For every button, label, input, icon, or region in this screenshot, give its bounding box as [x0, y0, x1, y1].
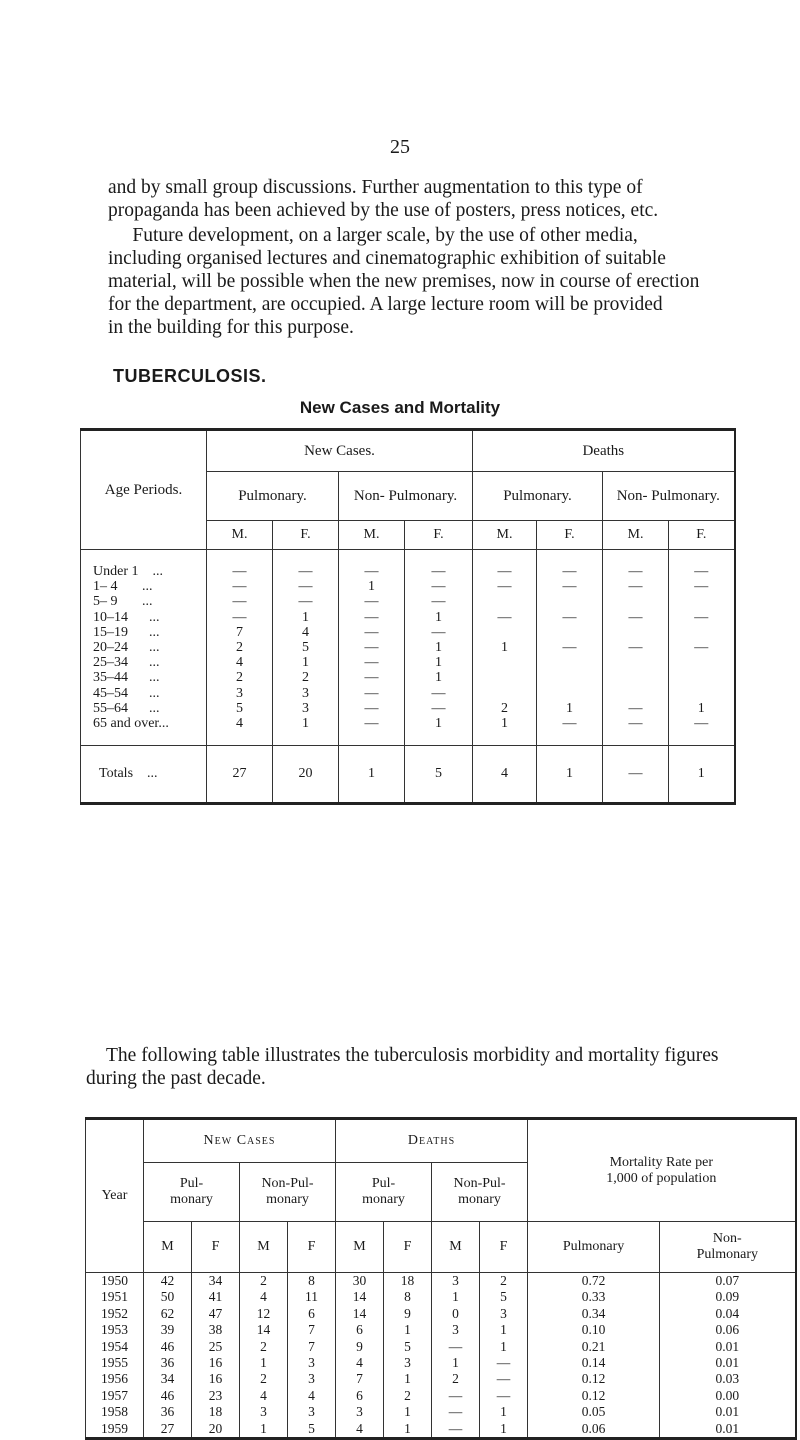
- value-cell: 1: [384, 1404, 432, 1420]
- value-cell: —: [339, 640, 405, 655]
- totals-row: [81, 746, 735, 804]
- value-cell: 7: [336, 1371, 384, 1387]
- value-cell: 34: [144, 1371, 192, 1387]
- value-cell: 0.05: [528, 1404, 660, 1420]
- value-cell: 36: [144, 1355, 192, 1371]
- value-cell: 1: [432, 1355, 480, 1371]
- year-cell: 1951: [86, 1289, 144, 1305]
- table-row: [86, 1289, 796, 1305]
- value-cell: —: [405, 625, 473, 640]
- value-cell: —: [537, 640, 603, 655]
- value-cell: 1: [432, 1289, 480, 1305]
- value-cell: [603, 670, 669, 685]
- value-cell: 16: [192, 1371, 240, 1387]
- male-header: M.: [339, 521, 405, 550]
- value-cell: —: [537, 564, 603, 579]
- value-cell: [473, 670, 537, 685]
- non-pulmonary-header: Non- Pulmonary.: [603, 472, 735, 521]
- value-cell: [669, 686, 735, 701]
- total-cell: 5: [405, 746, 473, 804]
- value-cell: 7: [288, 1339, 336, 1355]
- age-period-cell: 65 and over...: [81, 716, 207, 731]
- value-cell: 2: [273, 670, 339, 685]
- value-cell: 5: [273, 640, 339, 655]
- value-cell: [473, 594, 537, 609]
- value-cell: 42: [144, 1273, 192, 1290]
- non-pulmonary-header: Non-Pul- monary: [432, 1163, 528, 1222]
- value-cell: —: [339, 610, 405, 625]
- total-cell: 4: [473, 746, 537, 804]
- value-cell: 1: [473, 640, 537, 655]
- value-cell: 1: [240, 1355, 288, 1371]
- value-cell: —: [473, 579, 537, 594]
- value-cell: 1: [537, 701, 603, 716]
- value-cell: 23: [192, 1388, 240, 1404]
- table-row: [81, 564, 735, 579]
- value-cell: 2: [240, 1273, 288, 1290]
- table-row: [86, 1421, 796, 1439]
- female-header: F.: [405, 521, 473, 550]
- value-cell: 0.01: [660, 1404, 796, 1420]
- value-cell: 12: [240, 1306, 288, 1322]
- age-period-cell: 55–64 ...: [81, 701, 207, 716]
- table-row: [81, 655, 735, 670]
- value-cell: [473, 686, 537, 701]
- value-cell: —: [537, 716, 603, 731]
- section-subheading: New Cases and Mortality: [299, 398, 501, 417]
- value-cell: 2: [384, 1388, 432, 1404]
- year-cell: 1950: [86, 1273, 144, 1290]
- value-cell: 0.12: [528, 1371, 660, 1387]
- table-row: [86, 1388, 796, 1404]
- value-cell: —: [273, 594, 339, 609]
- total-cell: 27: [207, 746, 273, 804]
- value-cell: 16: [192, 1355, 240, 1371]
- total-cell: —: [603, 746, 669, 804]
- rate-non-pulmonary-header: Non- Pulmonary: [660, 1222, 796, 1273]
- value-cell: —: [405, 686, 473, 701]
- total-cell: 1: [339, 746, 405, 804]
- value-cell: [537, 670, 603, 685]
- value-cell: 3: [288, 1404, 336, 1420]
- value-cell: 3: [432, 1273, 480, 1290]
- value-cell: —: [603, 579, 669, 594]
- value-cell: 2: [473, 701, 537, 716]
- value-cell: 0.01: [660, 1339, 796, 1355]
- value-cell: 2: [240, 1339, 288, 1355]
- value-cell: [669, 594, 735, 609]
- new-cases-header: New Cases.: [207, 430, 473, 472]
- value-cell: 6: [288, 1306, 336, 1322]
- value-cell: —: [669, 716, 735, 731]
- value-cell: —: [405, 701, 473, 716]
- table-row: [81, 701, 735, 716]
- paragraph-line: for the department, are occupied. A large lecture room will be provided: [108, 294, 663, 315]
- value-cell: 7: [207, 625, 273, 640]
- value-cell: [537, 686, 603, 701]
- value-cell: 1: [405, 670, 473, 685]
- value-cell: [669, 625, 735, 640]
- age-period-cell: 5– 9 ...: [81, 594, 207, 609]
- table-row: [81, 579, 735, 594]
- table-intro-text: [86, 1044, 746, 1090]
- value-cell: —: [432, 1339, 480, 1355]
- value-cell: 0.07: [660, 1273, 796, 1290]
- table-row: [86, 1273, 796, 1290]
- paragraph-1: [108, 176, 742, 222]
- female-header: F: [288, 1222, 336, 1273]
- value-cell: —: [339, 655, 405, 670]
- male-header: M: [432, 1222, 480, 1273]
- value-cell: 3: [288, 1355, 336, 1371]
- value-cell: 2: [240, 1371, 288, 1387]
- value-cell: 2: [207, 640, 273, 655]
- value-cell: 0.06: [528, 1421, 660, 1439]
- value-cell: [669, 655, 735, 670]
- value-cell: —: [432, 1421, 480, 1439]
- value-cell: 50: [144, 1289, 192, 1305]
- pulmonary-header: Pulmonary.: [473, 472, 603, 521]
- value-cell: 1: [669, 701, 735, 716]
- table-row: [86, 1404, 796, 1420]
- table-row: [86, 1306, 796, 1322]
- page-number: 25: [390, 136, 410, 158]
- value-cell: [473, 625, 537, 640]
- age-period-cell: 35–44 ...: [81, 670, 207, 685]
- value-cell: —: [473, 564, 537, 579]
- value-cell: 46: [144, 1388, 192, 1404]
- value-cell: —: [207, 594, 273, 609]
- value-cell: 30: [336, 1273, 384, 1290]
- value-cell: —: [480, 1371, 528, 1387]
- value-cell: 4: [288, 1388, 336, 1404]
- value-cell: 0.21: [528, 1339, 660, 1355]
- value-cell: 1: [405, 640, 473, 655]
- value-cell: 0.10: [528, 1322, 660, 1338]
- value-cell: 4: [240, 1289, 288, 1305]
- age-period-cell: 15–19 ...: [81, 625, 207, 640]
- value-cell: 0.34: [528, 1306, 660, 1322]
- female-header: F: [384, 1222, 432, 1273]
- value-cell: —: [207, 579, 273, 594]
- table-row: [81, 625, 735, 640]
- value-cell: 1: [384, 1421, 432, 1439]
- value-cell: —: [405, 579, 473, 594]
- value-cell: —: [537, 579, 603, 594]
- value-cell: —: [273, 564, 339, 579]
- value-cell: 39: [144, 1322, 192, 1338]
- value-cell: —: [537, 610, 603, 625]
- value-cell: 4: [207, 716, 273, 731]
- new-cases-mortality-table: [80, 428, 736, 805]
- value-cell: [603, 686, 669, 701]
- value-cell: —: [603, 640, 669, 655]
- value-cell: —: [207, 564, 273, 579]
- value-cell: —: [339, 686, 405, 701]
- value-cell: —: [339, 716, 405, 731]
- age-period-cell: 10–14 ...: [81, 610, 207, 625]
- table-row: [81, 716, 735, 731]
- age-period-cell: 20–24 ...: [81, 640, 207, 655]
- year-cell: 1956: [86, 1371, 144, 1387]
- female-header: F.: [273, 521, 339, 550]
- value-cell: —: [432, 1388, 480, 1404]
- value-cell: —: [669, 564, 735, 579]
- table-row: [86, 1339, 796, 1355]
- value-cell: 47: [192, 1306, 240, 1322]
- female-header: F: [192, 1222, 240, 1273]
- value-cell: 5: [384, 1339, 432, 1355]
- year-cell: 1952: [86, 1306, 144, 1322]
- value-cell: 5: [207, 701, 273, 716]
- paragraph-2: [108, 224, 742, 339]
- value-cell: 0.72: [528, 1273, 660, 1290]
- value-cell: —: [603, 564, 669, 579]
- value-cell: 5: [480, 1289, 528, 1305]
- value-cell: 4: [207, 655, 273, 670]
- value-cell: 14: [336, 1289, 384, 1305]
- value-cell: 41: [192, 1289, 240, 1305]
- year-cell: 1959: [86, 1421, 144, 1439]
- paragraph-line: material, will be possible when the new premises, now in course of erection: [108, 271, 700, 292]
- value-cell: [603, 625, 669, 640]
- value-cell: 0.03: [660, 1371, 796, 1387]
- paragraph-line: including organised lectures and cinematographic exhibition of suitable: [108, 248, 666, 269]
- year-cell: 1954: [86, 1339, 144, 1355]
- value-cell: —: [603, 610, 669, 625]
- value-cell: 1: [273, 655, 339, 670]
- value-cell: 9: [336, 1339, 384, 1355]
- value-cell: 6: [336, 1322, 384, 1338]
- value-cell: [669, 670, 735, 685]
- table-row: [81, 686, 735, 701]
- value-cell: 3: [480, 1306, 528, 1322]
- value-cell: [603, 594, 669, 609]
- mortality-rate-header: Mortality Rate per 1,000 of population: [528, 1119, 796, 1222]
- value-cell: —: [669, 579, 735, 594]
- new-cases-header: New Cases: [144, 1119, 336, 1163]
- pulmonary-header: Pulmonary.: [207, 472, 339, 521]
- non-pulmonary-header: Non-Pul- monary: [240, 1163, 336, 1222]
- male-header: M.: [473, 521, 537, 550]
- value-cell: 0.00: [660, 1388, 796, 1404]
- value-cell: —: [405, 594, 473, 609]
- value-cell: 0.33: [528, 1289, 660, 1305]
- value-cell: 8: [384, 1289, 432, 1305]
- intro-text: The following table illustrates the tuberculosis morbidity and mortality figures during the past decade.: [86, 1045, 719, 1089]
- value-cell: 25: [192, 1339, 240, 1355]
- value-cell: 0.01: [660, 1355, 796, 1371]
- value-cell: 0.09: [660, 1289, 796, 1305]
- value-cell: [537, 594, 603, 609]
- value-cell: 36: [144, 1404, 192, 1420]
- value-cell: [537, 625, 603, 640]
- value-cell: 1: [480, 1421, 528, 1439]
- age-periods-header: Age Periods.: [81, 430, 207, 550]
- value-cell: 1: [339, 579, 405, 594]
- year-cell: 1957: [86, 1388, 144, 1404]
- value-cell: 0.14: [528, 1355, 660, 1371]
- value-cell: 1: [405, 716, 473, 731]
- deaths-header: Deaths: [336, 1119, 528, 1163]
- age-period-cell: 45–54 ...: [81, 686, 207, 701]
- value-cell: 3: [240, 1404, 288, 1420]
- value-cell: 18: [192, 1404, 240, 1420]
- value-cell: 1: [480, 1339, 528, 1355]
- value-cell: 1: [273, 716, 339, 731]
- male-header: M.: [207, 521, 273, 550]
- male-header: M: [240, 1222, 288, 1273]
- value-cell: 8: [288, 1273, 336, 1290]
- male-header: M.: [603, 521, 669, 550]
- value-cell: 46: [144, 1339, 192, 1355]
- male-header: M: [144, 1222, 192, 1273]
- value-cell: —: [480, 1355, 528, 1371]
- value-cell: 27: [144, 1421, 192, 1439]
- value-cell: [603, 655, 669, 670]
- value-cell: —: [603, 701, 669, 716]
- table-row: [86, 1322, 796, 1338]
- value-cell: 34: [192, 1273, 240, 1290]
- table-row: [86, 1371, 796, 1387]
- value-cell: 6: [336, 1388, 384, 1404]
- value-cell: 4: [336, 1355, 384, 1371]
- pulmonary-header: Pul- monary: [336, 1163, 432, 1222]
- value-cell: 3: [207, 686, 273, 701]
- value-cell: 14: [240, 1322, 288, 1338]
- value-cell: [537, 655, 603, 670]
- value-cell: 3: [432, 1322, 480, 1338]
- value-cell: 1: [384, 1371, 432, 1387]
- table-row: [86, 1355, 796, 1371]
- value-cell: 62: [144, 1306, 192, 1322]
- year-header: Year: [86, 1119, 144, 1273]
- decade-morbidity-mortality-table: [85, 1117, 797, 1440]
- value-cell: —: [339, 564, 405, 579]
- value-cell: 3: [273, 686, 339, 701]
- value-cell: —: [480, 1388, 528, 1404]
- value-cell: —: [603, 716, 669, 731]
- value-cell: 14: [336, 1306, 384, 1322]
- value-cell: 0.06: [660, 1322, 796, 1338]
- value-cell: 1: [384, 1322, 432, 1338]
- value-cell: 11: [288, 1289, 336, 1305]
- female-header: F.: [537, 521, 603, 550]
- value-cell: 1: [480, 1404, 528, 1420]
- paragraph-line: propaganda has been achieved by the use of posters, press notices, etc.: [108, 200, 659, 221]
- value-cell: 4: [336, 1421, 384, 1439]
- table-row: [81, 640, 735, 655]
- value-cell: 2: [207, 670, 273, 685]
- value-cell: 1: [240, 1421, 288, 1439]
- value-cell: 1: [473, 716, 537, 731]
- rate-pulmonary-header: Pulmonary: [528, 1222, 660, 1273]
- value-cell: 1: [273, 610, 339, 625]
- total-cell: 1: [669, 746, 735, 804]
- value-cell: 2: [432, 1371, 480, 1387]
- paragraph-line: in the building for this purpose.: [108, 317, 354, 338]
- value-cell: 5: [288, 1421, 336, 1439]
- value-cell: 3: [336, 1404, 384, 1420]
- value-cell: 3: [384, 1355, 432, 1371]
- value-cell: 20: [192, 1421, 240, 1439]
- section-heading: TUBERCULOSIS.: [113, 366, 267, 386]
- year-cell: 1958: [86, 1404, 144, 1420]
- value-cell: 1: [405, 655, 473, 670]
- value-cell: —: [432, 1404, 480, 1420]
- value-cell: 0.12: [528, 1388, 660, 1404]
- value-cell: 18: [384, 1273, 432, 1290]
- total-cell: 20: [273, 746, 339, 804]
- value-cell: 38: [192, 1322, 240, 1338]
- value-cell: 7: [288, 1322, 336, 1338]
- value-cell: 9: [384, 1306, 432, 1322]
- pulmonary-header: Pul- monary: [144, 1163, 240, 1222]
- value-cell: 4: [273, 625, 339, 640]
- year-cell: 1953: [86, 1322, 144, 1338]
- value-cell: —: [405, 564, 473, 579]
- table-row: [81, 670, 735, 685]
- female-header: F.: [669, 521, 735, 550]
- value-cell: —: [669, 640, 735, 655]
- value-cell: 4: [240, 1388, 288, 1404]
- value-cell: —: [273, 579, 339, 594]
- table-row: [81, 594, 735, 609]
- age-period-cell: 1– 4 ...: [81, 579, 207, 594]
- female-header: F: [480, 1222, 528, 1273]
- value-cell: —: [339, 701, 405, 716]
- total-cell: 1: [537, 746, 603, 804]
- value-cell: 1: [405, 610, 473, 625]
- value-cell: 3: [288, 1371, 336, 1387]
- value-cell: 3: [273, 701, 339, 716]
- value-cell: —: [339, 670, 405, 685]
- deaths-header: Deaths: [473, 430, 735, 472]
- totals-label: Totals ...: [81, 746, 207, 804]
- value-cell: —: [669, 610, 735, 625]
- paragraph-line: Future development, on a larger scale, by the use of other media,: [108, 225, 638, 246]
- male-header: M: [336, 1222, 384, 1273]
- table-row: [81, 610, 735, 625]
- value-cell: —: [339, 625, 405, 640]
- year-cell: 1955: [86, 1355, 144, 1371]
- value-cell: 0.01: [660, 1421, 796, 1439]
- value-cell: —: [207, 610, 273, 625]
- value-cell: 2: [480, 1273, 528, 1290]
- value-cell: —: [473, 610, 537, 625]
- value-cell: —: [339, 594, 405, 609]
- paragraph-line: and by small group discussions. Further augmentation to this type of: [108, 177, 643, 198]
- non-pulmonary-header: Non- Pulmonary.: [339, 472, 473, 521]
- age-period-cell: 25–34 ...: [81, 655, 207, 670]
- age-period-cell: Under 1 ...: [81, 564, 207, 579]
- value-cell: 0: [432, 1306, 480, 1322]
- value-cell: 0.04: [660, 1306, 796, 1322]
- value-cell: 1: [480, 1322, 528, 1338]
- value-cell: [473, 655, 537, 670]
